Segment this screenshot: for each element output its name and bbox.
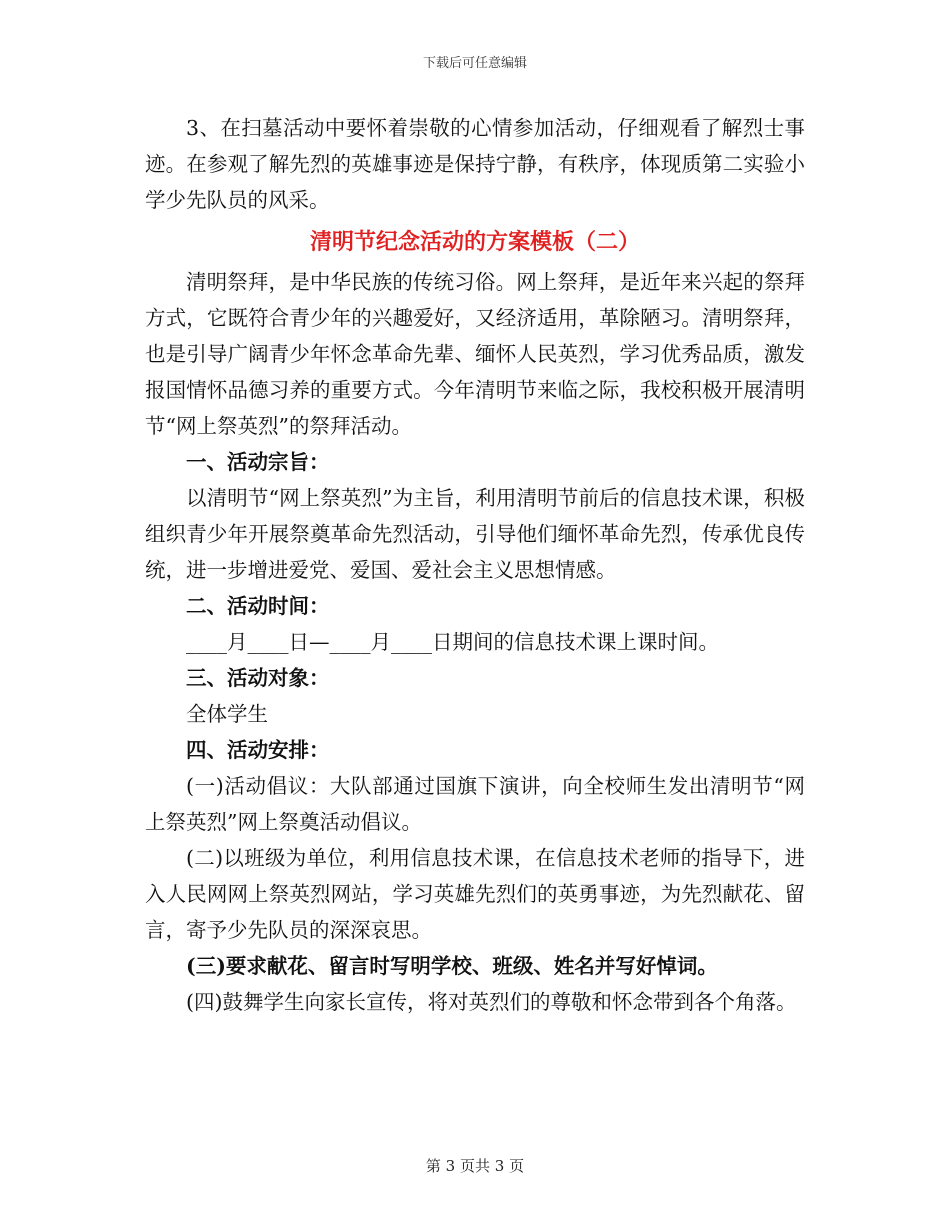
heading-time: 二、活动时间： xyxy=(186,594,330,618)
page-footer: 第 3 页共 3 页 xyxy=(425,1157,525,1175)
paragraph-time: ____月____日—____月____日期间的信息技术课上课时间。 xyxy=(186,630,719,654)
section-title: 清明节纪念活动的方案模板（二） xyxy=(309,229,640,255)
paragraph-arrangement-1: (一)活动倡议：大队部通过国旗下演讲，向全校师生发出清明节“网上祭英烈”网上祭奠活动倡议。 xyxy=(145,774,805,834)
heading-purpose: 一、活动宗旨： xyxy=(186,450,330,474)
heading-audience: 三、活动对象： xyxy=(186,666,330,690)
page-header: 下载后可任意编辑 xyxy=(422,56,527,71)
document-body xyxy=(145,110,805,1020)
paragraph-intro-item-3: 3、在扫墓活动中要怀着崇敬的心情参加活动，仔细观看了解烈士事迹。在参观了解先烈的英雄事迹是保持宁静，有秩序，体现质第二实验小学少先队员的风采。 xyxy=(145,116,805,212)
paragraph-arrangement-3: (三)要求献花、留言时写明学校、班级、姓名并写好悼词。 xyxy=(186,954,718,978)
heading-arrangement: 四、活动安排： xyxy=(186,738,330,762)
paragraph-purpose: 以清明节“网上祭英烈”为主旨，利用清明节前后的信息技术课，积极组织青少年开展祭奠革命先烈活动，引导他们缅怀革命先烈，传承优良传统，进一步增进爱党、爱国、爱社会主义思想情感。 xyxy=(145,486,805,582)
paragraph-arrangement-4: (四)鼓舞学生向家长宣传，将对英烈们的尊敬和怀念带到各个角落。 xyxy=(186,990,797,1014)
paragraph-audience: 全体学生 xyxy=(186,702,268,726)
paragraph-lead: 清明祭拜，是中华民族的传统习俗。网上祭拜，是近年来兴起的祭拜方式，它既符合青少年的兴趣爱好，又经济适用，革除陋习。清明祭拜，也是引导广阔青少年怀念革命先辈、缅怀人民英烈，学习优秀品质，激发报国情怀品德习养的重要方式。今年清明节来临之际，我校积极开展清明节“网上祭英烈”的祭拜活动。 xyxy=(145,270,805,438)
paragraph-arrangement-2: (二)以班级为单位，利用信息技术课，在信息技术老师的指导下，进入人民网网上祭英烈网站，学习英雄先烈们的英勇事迹，为先烈献花、留言，寄予少先队员的深深哀思。 xyxy=(145,846,805,942)
